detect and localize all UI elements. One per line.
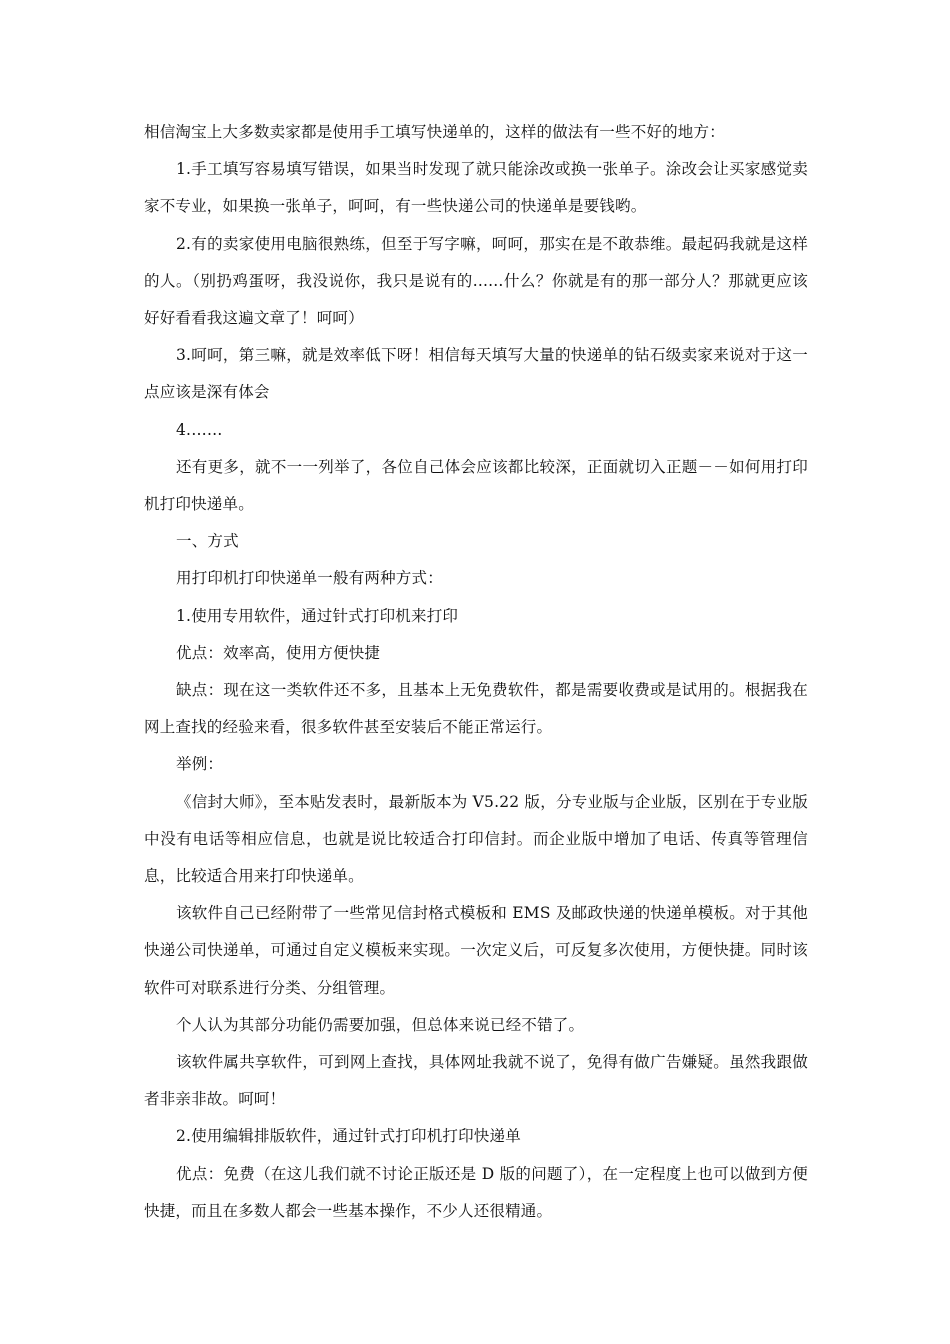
paragraph-intro: 相信淘宝上大多数卖家都是使用手工填写快递单的，这样的做法有一些不好的地方： [144, 123, 725, 141]
paragraph-shareware: 该软件属共享软件，可到网上查找，具体网址我就不说了，免得有做广告嫌疑。虽然我跟做者非亲非故。呵呵！ [144, 1053, 808, 1109]
paragraph-point-4: 4.…… [176, 420, 223, 439]
paragraph-method-1: 1.使用专用软件，通过针式打印机来打印 [176, 606, 459, 625]
paragraph-opinion: 个人认为其部分功能仍需要加强，但总体来说已经不错了。 [176, 1015, 585, 1034]
paragraph-transition: 还有更多，就不一一列举了，各位自己体会应该都比较深，正面就切入正题－－如何用打印机打印快递单。 [144, 457, 808, 514]
paragraph-example-label: 举例： [176, 755, 224, 774]
section-heading-methods: 一、方式 [176, 532, 239, 551]
paragraph-point-2: 2.有的卖家使用电脑很熟练，但至于写字嘛，呵呵，那实在是不敢恭维。最起码我就是这样的人。（别扔鸡蛋呀，我没说你，我只是说有的......什么？你就是有的那一部分人？那就更应该好好看看我这遍文章了！呵呵） [144, 234, 808, 328]
paragraph-point-3: 3.呵呵，第三嘛，就是效率低下呀！相信每天填写大量的快递单的钻石级卖家来说对于这一点应该是深有体会 [144, 346, 808, 402]
paragraph-templates: 该软件自己已经附带了一些常见信封格式模板和 EMS 及邮政快递的快递单模板。对于其他快递公司快递单，可通过自定义模板来实现。一次定义后，可反复多次使用，方便快捷。同时该软件可对联系进行分类、分组管理。 [144, 904, 808, 997]
paragraph-point-1: 1.手工填写容易填写错误，如果当时发现了就只能涂改或换一张单子。涂改会让买家感觉卖家不专业，如果换一张单子，呵呵，有一些快递公司的快递单是要钱哟。 [144, 160, 808, 216]
paragraph-methods-intro: 用打印机打印快递单一般有两种方式： [176, 569, 443, 588]
paragraph-example-software: 《信封大师》，至本贴发表时，最新版本为 V5.22 版，分专业版与企业版，区别在于专业版中没有电话等相应信息，也就是说比较适合打印信封。而企业版中增加了电话、传真等管理信息，比较适合用来打印快递单。 [144, 792, 808, 886]
document-body [144, 114, 808, 1230]
paragraph-method-2-pros: 优点：免费（在这儿我们就不讨论正版还是 D 版的问题了），在一定程度上也可以做到方便快捷，而且在多数人都会一些基本操作，不少人还很精通。 [144, 1164, 808, 1220]
paragraph-method-2: 2.使用编辑排版软件，通过针式打印机打印快递单 [176, 1127, 521, 1146]
paragraph-method-1-cons: 缺点：现在这一类软件还不多，且基本上无免费软件，都是需要收费或是试用的。根据我在网上查找的经验来看，很多软件甚至安装后不能正常运行。 [144, 681, 808, 737]
paragraph-method-1-pros: 优点：效率高，使用方便快捷 [176, 643, 381, 662]
